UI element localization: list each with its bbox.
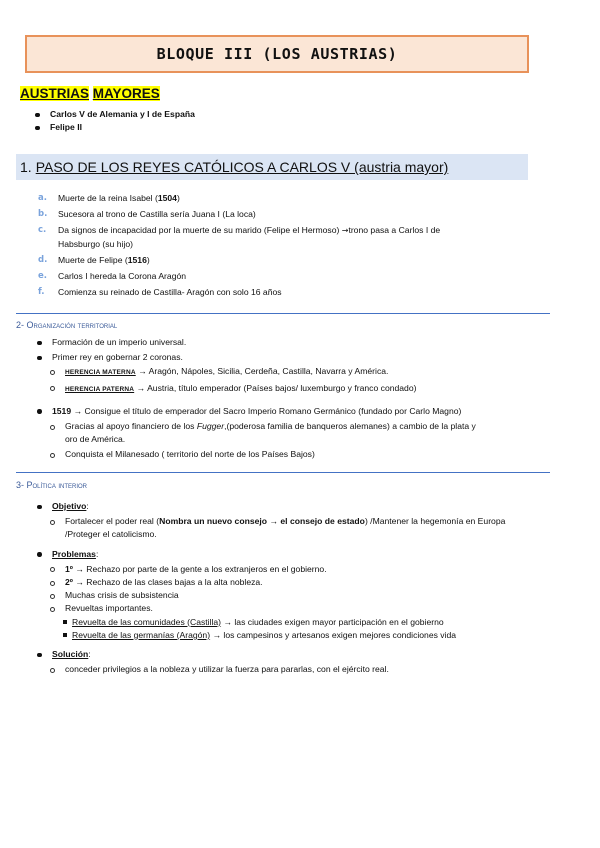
marker-e: e. [38, 271, 47, 282]
list-item [65, 382, 565, 396]
list-item [38, 208, 548, 221]
objetivo-line2: /Proteger el catolicismo. [65, 529, 157, 540]
item-d-end: ) [146, 254, 150, 265]
list-item: Carlos V de Alemania y I de España [50, 108, 195, 121]
list-item [52, 548, 552, 642]
austrias-mayores-list [50, 108, 195, 134]
section-2-list [52, 336, 552, 462]
item-3-text: → Consigue el título de emperador del Sacro Imperio Romano Germánico (fundado por Carlo Magno) [71, 405, 462, 416]
item-a-text: Muerte de la reina Isabel ( [58, 193, 158, 203]
divider [16, 472, 550, 473]
marker-a: a. [38, 193, 47, 203]
list-item [38, 224, 548, 250]
heading-austrias: AUSTRIAS [20, 86, 90, 101]
list-item [38, 270, 548, 283]
p2-num: 2º [65, 577, 73, 588]
revuelta-germanias-label: Revuelta de las germanías (Aragón) [72, 629, 211, 640]
list-item [65, 420, 550, 446]
revueltas-sublist [72, 616, 542, 642]
section-2-heading: 2- Organización territorial [16, 320, 118, 330]
item-e-text: Carlos I hereda la Corona Aragón [58, 271, 187, 282]
year-1519: 1519 [52, 405, 72, 416]
item-a-year: 1504 [157, 193, 177, 203]
item-c-text-2: trono pasa a Carlos I de [348, 225, 441, 236]
herencia-materna-text: → Aragón, Nápoles, Sicilia, Cerdeña, Castilla, Navarra y América. [135, 366, 389, 377]
list-item: Muchas crisis de subsistencia [65, 589, 550, 602]
p4-text: Revueltas importantes. [65, 603, 153, 614]
section-3-list [52, 500, 552, 676]
austrias-mayores-heading [20, 86, 160, 101]
problemas-label: Problemas [52, 548, 96, 559]
list-item [72, 629, 542, 642]
list-item [72, 616, 542, 629]
item-d-text: Muerte de Felipe ( [58, 254, 128, 265]
herencia-paterna-text: → Austria, título emperador (Países bajos/ luxemburgo y franco condado) [134, 382, 417, 393]
objetivo-label: Objetivo [52, 501, 87, 511]
herencia-paterna-label: HERENCIA PATERNA [65, 385, 135, 393]
list-item [65, 365, 565, 379]
sub1-text-a: Gracias al apoyo financiero de los [65, 421, 197, 432]
revuelta-comunidades-label: Revuelta de las comunidades (Castilla) [72, 616, 222, 627]
item-3-sublist [65, 420, 550, 462]
marker-d: d. [38, 254, 48, 265]
p2-text: → Rechazo de las clases bajas a la alta nobleza. [72, 577, 263, 588]
item-d-year: 1516 [127, 254, 147, 265]
list-item [38, 286, 548, 299]
marker-c: c. [38, 225, 47, 236]
list-item [38, 254, 548, 267]
divider [16, 313, 550, 314]
herencia-materna-label: HERENCIA MATERNA [65, 369, 136, 377]
revuelta-comunidades-text: → las ciudades exigen mayor participación en el gobierno [221, 616, 444, 627]
p1-text: → Rechazo por parte de la gente a los extranjeros en el gobierno. [72, 563, 327, 574]
item-f-text: Comienza su reinado de Castilla- Aragón con solo 16 años [58, 287, 282, 298]
list-item [65, 602, 550, 642]
list-item [65, 563, 550, 576]
section-1-number: 1. [20, 159, 32, 175]
list-item [52, 405, 552, 462]
page-title: BLOQUE III (LOS AUSTRIAS) [156, 45, 398, 63]
list-item [65, 576, 550, 589]
objetivo-sublist [65, 515, 550, 541]
solucion-label: Solución [52, 649, 89, 660]
list-item: Conquista el Milanesado ( territorio del norte de los Países Bajos) [65, 448, 550, 461]
section-1-title: PASO DE LOS REYES CATÓLICOS A CARLOS V (austria mayor) [35, 159, 449, 175]
list-item: Formación de un imperio universal. [52, 336, 552, 349]
list-item [52, 648, 552, 676]
arrow-icon: → [341, 226, 349, 236]
list-item [38, 192, 548, 205]
section-3-heading: 3- Política interior [16, 480, 88, 490]
list-item [52, 500, 552, 542]
p1-num: 1º [65, 563, 73, 574]
item-2-text: Primer rey en gobernar 2 coronas. [52, 352, 183, 363]
item-c-text: Da signos de incapacidad por la muerte de su marido (Felipe el Hermoso) [58, 225, 342, 236]
objetivo-bold: Nombra un nuevo consejo → el consejo de estado [159, 516, 365, 527]
section-1-heading [16, 154, 528, 180]
solucion-sublist [65, 663, 550, 676]
sub1-text-b: ,(poderosa familia de banqueros alemanes) a cambio de la plata y [224, 421, 476, 432]
solucion-colon: : [88, 649, 91, 660]
section-1-list [38, 192, 548, 299]
item-c-line2: Habsburgo (su hijo) [58, 238, 133, 249]
title-box [25, 35, 529, 73]
marker-b: b. [38, 209, 48, 220]
marker-f: f. [38, 287, 45, 298]
item-b-text: Sucesora al trono de Castilla sería Juana I (La loca) [58, 209, 256, 220]
revuelta-germanias-text: → los campesinos y artesanos exigen mejores condiciones vida [210, 629, 457, 640]
sub1-fugger: Fugger [196, 421, 225, 432]
objetivo-text-2: ) /Mantener la hegemonía en Europa [364, 516, 506, 527]
list-item [52, 351, 552, 396]
list-item [65, 515, 550, 541]
list-item: conceder privilegios a la nobleza y utilizar la fuerza para pararlas, con el ejército real. [65, 663, 550, 676]
objetivo-colon: : [86, 501, 89, 511]
objetivo-text-1: Fortalecer el poder real ( [65, 516, 160, 527]
problemas-sublist [65, 563, 550, 642]
problemas-colon: : [95, 548, 99, 559]
list-item: Felipe II [50, 121, 195, 134]
item-a-end: ) [176, 193, 180, 203]
sub1-line2: oro de América. [65, 434, 126, 445]
heading-mayores: MAYORES [92, 86, 160, 101]
herencia-list [65, 365, 565, 395]
